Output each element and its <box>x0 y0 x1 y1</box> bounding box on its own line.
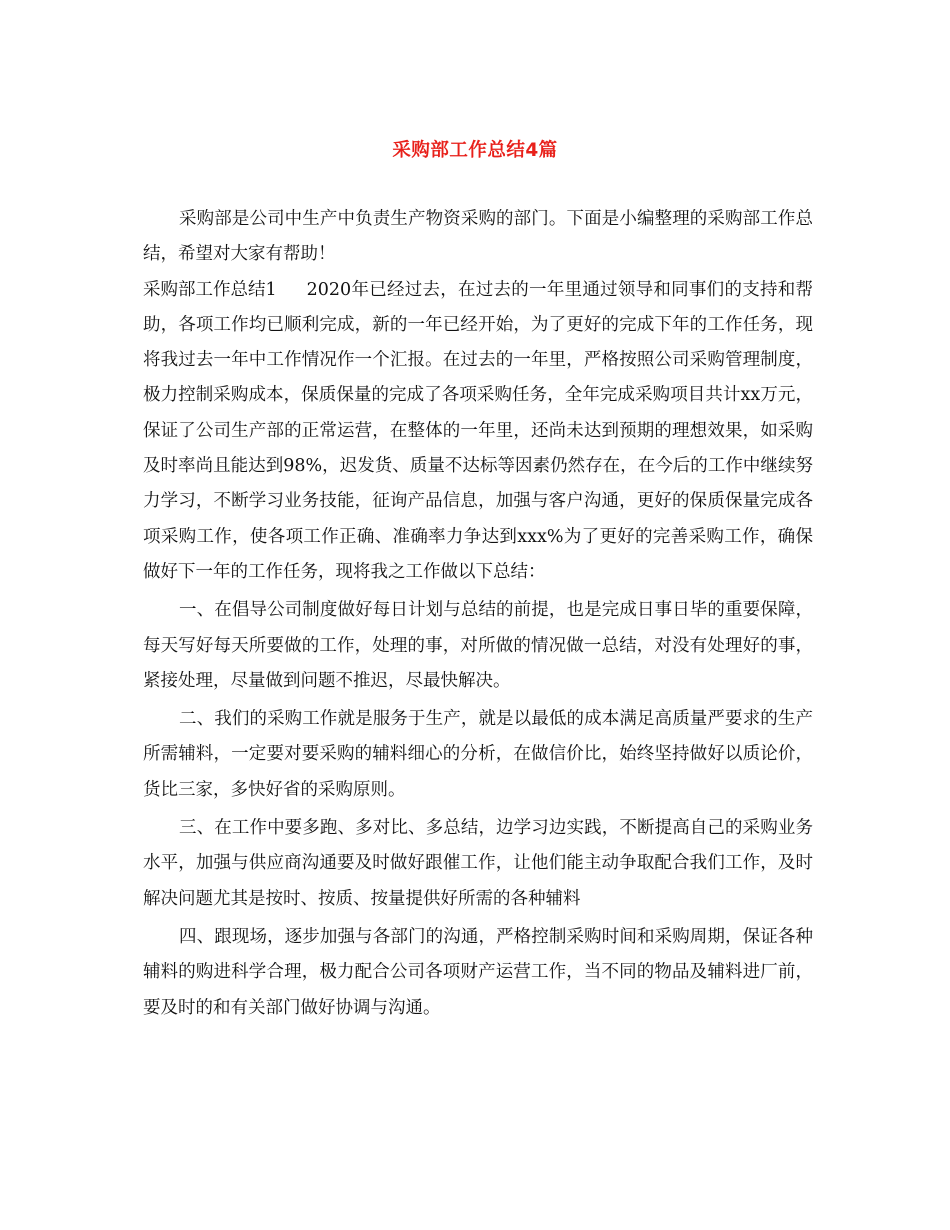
point-4-paragraph: 四、跟现场，逐步加强与各部门的沟通，严格控制采购时间和采购周期，保证各种辅料的购进科学合理，极力配合公司各项财产运营工作，当不同的物品及辅料进厂前，要及时的和有关部门做好协调与沟通。 <box>143 926 813 1018</box>
section1-paragraph <box>143 273 813 591</box>
section1-body: 2020年已经过去，在过去的一年里通过领导和同事们的支持和帮助，各项工作均已顺利完成，新的一年已经开始，为了更好的完成下年的工作任务，现将我过去一年中工作情况作一个汇报。在过去的一年里，严格按照公司采购管理制度，极力控制采购成本，保质保量的完成了各项采购任务，全年完成采购项目共计xx万元，保证了公司生产部的正常运营，在整体的一年里，还尚未达到预期的理想效果，如采购及时率尚且能达到98%，迟发货、质量不达标等因素仍然存在，在今后的工作中继续努力学习，不断学习业务技能，征询产品信息，加强与客户沟通，更好的保质保量完成各项采购工作，使各项工作正确、准确率力争达到xxx%为了更好的完善采购工作，确保做好下一年的工作任务，现将我之工作做以下总结： <box>143 279 813 582</box>
point-1-paragraph: 一、在倡导公司制度做好每日计划与总结的前提，也是完成日事日毕的重要保障，每天写好每天所要做的工作，处理的事，对所做的情况做一总结，对没有处理好的事，紧接处理，尽量做到问题不推迟，尽最快解决。 <box>143 600 813 691</box>
intro-paragraph: 采购部是公司中生产中负责生产物资采购的部门。下面是小编整理的采购部工作总结，希望对大家有帮助！ <box>143 209 813 265</box>
point-3-paragraph: 三、在工作中要多跑、多对比、多总结，边学习边实践，不断提高自己的采购业务水平，加强与供应商沟通要及时做好跟催工作，让他们能主动争取配合我们工作，及时解决问题尤其是按时、按质、按量提供好所需的各种辅料 <box>143 818 813 909</box>
document-title: 采购部工作总结4篇 <box>392 140 558 161</box>
point-2-paragraph: 二、我们的采购工作就是服务于生产，就是以最低的成本满足高质量严要求的生产所需辅料，一定要对要采购的辅料细心的分析，在做信价比，始终坚持做好以质论价，货比三家，多快好省的采购原则。 <box>143 709 813 800</box>
document-body <box>143 202 813 1026</box>
section1-heading: 采购部工作总结1 <box>143 279 277 300</box>
